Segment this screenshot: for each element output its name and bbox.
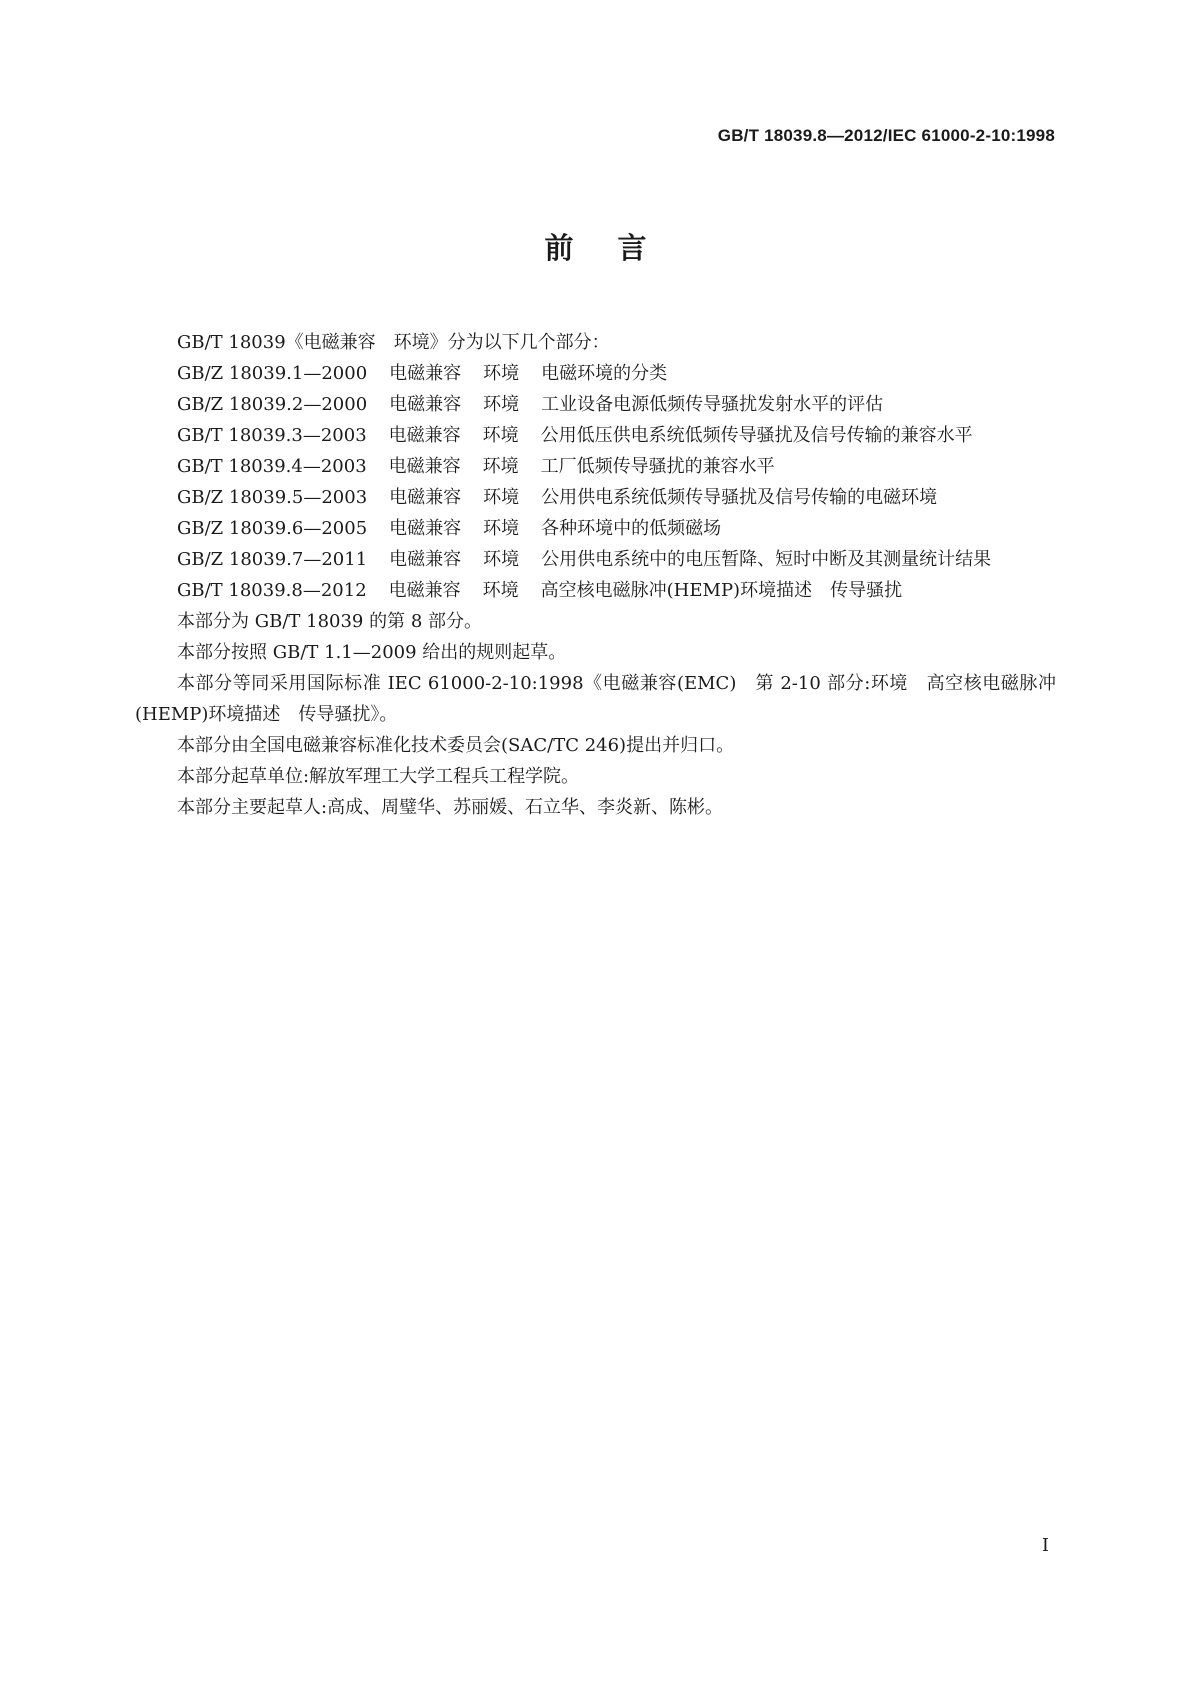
part-env: 环境: [482, 456, 519, 477]
part-field: 电磁兼容: [389, 394, 462, 415]
list-item: [135, 451, 1056, 482]
part-code: GB/T 18039.8—2012: [177, 580, 367, 601]
part-env: 环境: [483, 394, 520, 415]
part-env: 环境: [483, 487, 520, 508]
part-env: 环境: [483, 363, 520, 384]
part-code: GB/Z 18039.6—2005: [177, 518, 368, 539]
list-item: [135, 482, 1056, 513]
drafting-rules-paragraph: 本部分按照 GB/T 1.1—2009 给出的规则起草。: [177, 642, 567, 663]
part-subject: 工厂低频传导骚扰的兼容水平: [540, 456, 775, 477]
page-number: I: [1041, 1535, 1049, 1556]
part-subject: 各种环境中的低频磁场: [541, 518, 722, 539]
part-field: 电磁兼容: [388, 456, 461, 477]
part-subject: 高空核电磁脉冲(HEMP)环境描述 传导骚扰: [540, 580, 903, 601]
drafting-unit-paragraph: 本部分起草单位:解放军理工大学工程兵工程学院。: [177, 766, 580, 787]
proposer-paragraph: 本部分由全国电磁兼容标准化技术委员会(SAC/TC 246)提出并归口。: [177, 735, 735, 756]
part-subject: 公用供电系统中的电压暂降、短时中断及其测量统计结果: [541, 549, 992, 570]
part-code: GB/Z 18039.7—2011: [177, 549, 368, 570]
list-item: [135, 358, 1056, 389]
list-item: [135, 389, 1056, 420]
document-body: [135, 327, 1056, 823]
part-code: GB/Z 18039.2—2000: [177, 394, 368, 415]
list-item: [135, 575, 1056, 606]
standard-number-header: GB/T 18039.8—2012/IEC 61000-2-10:1998: [717, 126, 1055, 145]
part-field: 电磁兼容: [389, 549, 462, 570]
part-env: 环境: [483, 549, 520, 570]
part-env: 环境: [482, 580, 519, 601]
part-env: 环境: [483, 518, 520, 539]
part-field: 电磁兼容: [388, 425, 461, 446]
page-title: 前言: [544, 231, 691, 265]
part-subject: 工业设备电源低频传导骚扰发射水平的评估: [541, 394, 884, 415]
part-code: GB/Z 18039.5—2003: [177, 487, 368, 508]
part-code: GB/Z 18039.1—2000: [177, 363, 368, 384]
part-code: GB/T 18039.4—2003: [177, 456, 367, 477]
parts-list: [135, 358, 1056, 606]
part-subject: 电磁环境的分类: [541, 363, 668, 384]
part-subject: 公用低压供电系统低频传导骚扰及信号传输的兼容水平: [540, 425, 973, 446]
part-code: GB/T 18039.3—2003: [177, 425, 367, 446]
part-field: 电磁兼容: [388, 580, 461, 601]
part-env: 环境: [482, 425, 519, 446]
part-field: 电磁兼容: [389, 363, 462, 384]
intro-paragraph: GB/T 18039《电磁兼容 环境》分为以下几个部分：: [177, 332, 610, 353]
part-number-paragraph: 本部分为 GB/T 18039 的第 8 部分。: [177, 611, 482, 632]
adoption-paragraph: 本部分等同采用国际标准 IEC 61000-2-10:1998《电磁兼容(EMC) 第 2-10 部分:环境 高空核电磁脉冲(HEMP)环境描述 传导骚扰》。: [135, 673, 1056, 725]
list-item: [135, 420, 1056, 451]
part-field: 电磁兼容: [389, 518, 462, 539]
drafters-paragraph: 本部分主要起草人:高成、周璧华、苏丽媛、石立华、李炎新、陈彬。: [177, 797, 724, 818]
part-field: 电磁兼容: [389, 487, 462, 508]
list-item: [135, 513, 1056, 544]
list-item: [135, 544, 1056, 575]
part-subject: 公用供电系统低频传导骚扰及信号传输的电磁环境: [541, 487, 938, 508]
